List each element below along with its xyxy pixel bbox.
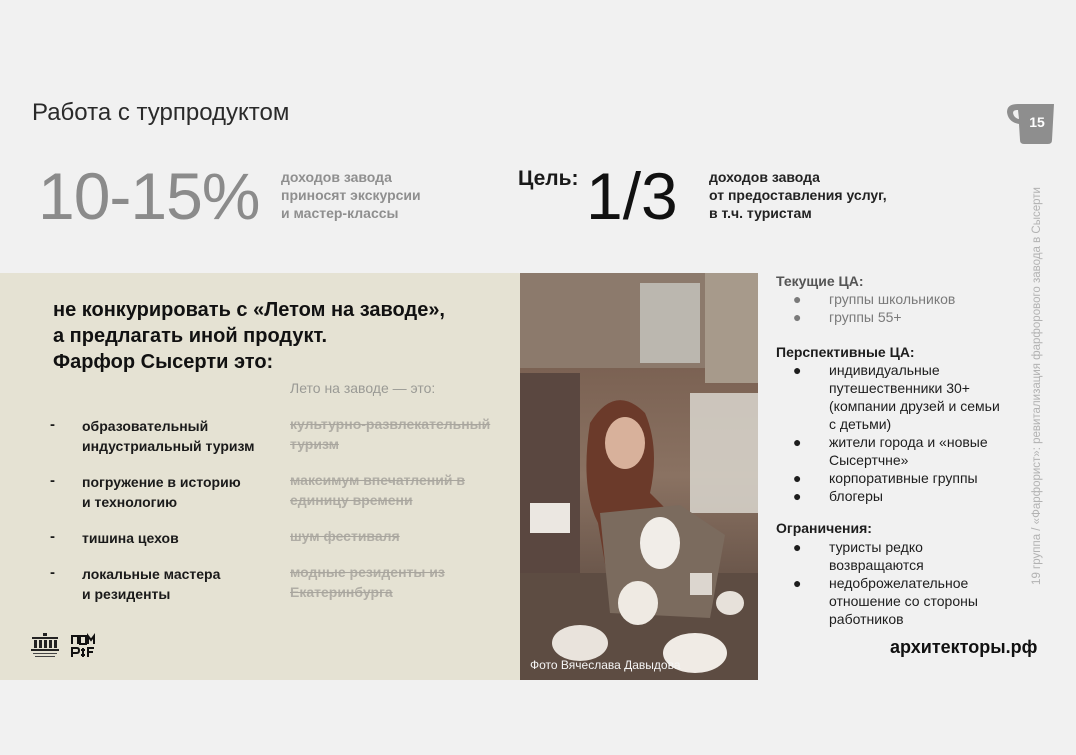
item-text: корпоративные группы bbox=[829, 470, 978, 486]
sysert-point bbox=[82, 472, 282, 512]
desc-line: от предоставления услуг, bbox=[709, 187, 887, 203]
bullet-icon: ● bbox=[793, 362, 802, 378]
festival-point bbox=[290, 562, 515, 602]
panel-headline bbox=[53, 297, 513, 375]
point-line: модные резиденты из bbox=[290, 564, 445, 580]
point-line: индустриальный туризм bbox=[82, 438, 255, 454]
comparison-header: Лето на заводе — это: bbox=[290, 380, 436, 396]
prospective-audience-title: Перспективные ЦА: bbox=[776, 344, 915, 360]
desc-line: доходов завода bbox=[281, 169, 392, 185]
item-line: Сысертчне» bbox=[829, 452, 909, 468]
point-line: тишина цехов bbox=[82, 530, 179, 546]
bullet-icon: ● bbox=[793, 575, 802, 591]
point-line: шум фестиваля bbox=[290, 528, 400, 544]
item-line: туристы редко bbox=[829, 539, 923, 555]
desc-line: приносят экскурсии bbox=[281, 187, 421, 203]
page-number-badge bbox=[1002, 98, 1058, 146]
brand-wordmark: архитекторы.рф bbox=[890, 637, 1038, 657]
side-caption: 19 группа / «Фарфорист»: ревитализация фарфорового завода в Сысерти bbox=[1031, 187, 1043, 585]
photo-credit: Фото Вячеслава Давыдова bbox=[530, 658, 681, 672]
current-revenue-share: 10-15% bbox=[38, 159, 260, 233]
item-line: работников bbox=[829, 611, 904, 627]
item-text bbox=[829, 433, 1039, 469]
workshop-photo bbox=[520, 273, 758, 680]
sysert-point bbox=[82, 564, 282, 604]
current-audience-title: Текущие ЦА: bbox=[776, 273, 864, 289]
row-dash: - bbox=[50, 472, 55, 489]
point-line: локальные мастера bbox=[82, 566, 221, 582]
slide-title: Работа с турпродуктом bbox=[32, 99, 290, 126]
bullet-icon: ● bbox=[793, 434, 802, 450]
item-line: путешественники 30+ bbox=[829, 380, 970, 396]
point-line: туризм bbox=[290, 436, 339, 452]
bullet-icon: ● bbox=[793, 291, 802, 307]
page-number: 15 bbox=[1029, 114, 1045, 130]
item-text: группы 55+ bbox=[829, 309, 902, 325]
point-line: единицу времени bbox=[290, 492, 413, 508]
limitations-title: Ограничения: bbox=[776, 520, 872, 536]
point-line: культурно-развлекательный bbox=[290, 416, 491, 432]
sysert-point bbox=[82, 416, 282, 456]
bullet-icon: ● bbox=[793, 488, 802, 504]
item-text: блогеры bbox=[829, 488, 883, 504]
desc-line: в т.ч. туристам bbox=[709, 205, 812, 221]
item-line: с детьми) bbox=[829, 416, 892, 432]
item-line: отношение со стороны bbox=[829, 593, 978, 609]
item-text bbox=[829, 574, 1039, 628]
item-text: группы школьников bbox=[829, 291, 956, 307]
item-text bbox=[829, 361, 1039, 433]
item-line: (компании друзей и семьи bbox=[829, 398, 1000, 414]
desc-line: доходов завода bbox=[709, 169, 820, 185]
point-line: Екатеринбурга bbox=[290, 584, 393, 600]
desc-line: и мастер-классы bbox=[281, 205, 399, 221]
goal-value: 1/3 bbox=[586, 159, 678, 233]
government-logo bbox=[30, 633, 60, 659]
item-line: возвращаются bbox=[829, 557, 924, 573]
point-line: максимум впечатлений в bbox=[290, 472, 465, 488]
row-dash: - bbox=[50, 528, 55, 545]
item-text bbox=[829, 538, 1039, 574]
bullet-icon: ● bbox=[793, 539, 802, 555]
festival-point bbox=[290, 526, 515, 546]
row-dash: - bbox=[50, 416, 55, 433]
item-line: жители города и «новые bbox=[829, 434, 988, 450]
item-line: недоброжелательное bbox=[829, 575, 969, 591]
headline-line: Фарфор Сысерти это: bbox=[53, 351, 274, 373]
bullet-icon: ● bbox=[793, 309, 802, 325]
item-line: индивидуальные bbox=[829, 362, 940, 378]
point-line: образовательный bbox=[82, 418, 209, 434]
headline-line: а предлагать иной продукт. bbox=[53, 325, 328, 347]
point-line: и резиденты bbox=[82, 586, 171, 602]
dom-rf-logo bbox=[70, 633, 96, 659]
ceramist-at-work-image bbox=[520, 273, 758, 680]
point-line: погружение в историю bbox=[82, 474, 241, 490]
goal-desc bbox=[709, 168, 887, 222]
goal-label: Цель: bbox=[518, 167, 579, 190]
festival-point bbox=[290, 414, 515, 454]
point-line: и технологию bbox=[82, 494, 178, 510]
headline-line: не конкурировать с «Летом на заводе», bbox=[53, 299, 445, 321]
bullet-icon: ● bbox=[793, 470, 802, 486]
current-revenue-desc bbox=[281, 168, 421, 222]
sysert-point bbox=[82, 528, 282, 548]
row-dash: - bbox=[50, 564, 55, 581]
festival-point bbox=[290, 470, 515, 510]
